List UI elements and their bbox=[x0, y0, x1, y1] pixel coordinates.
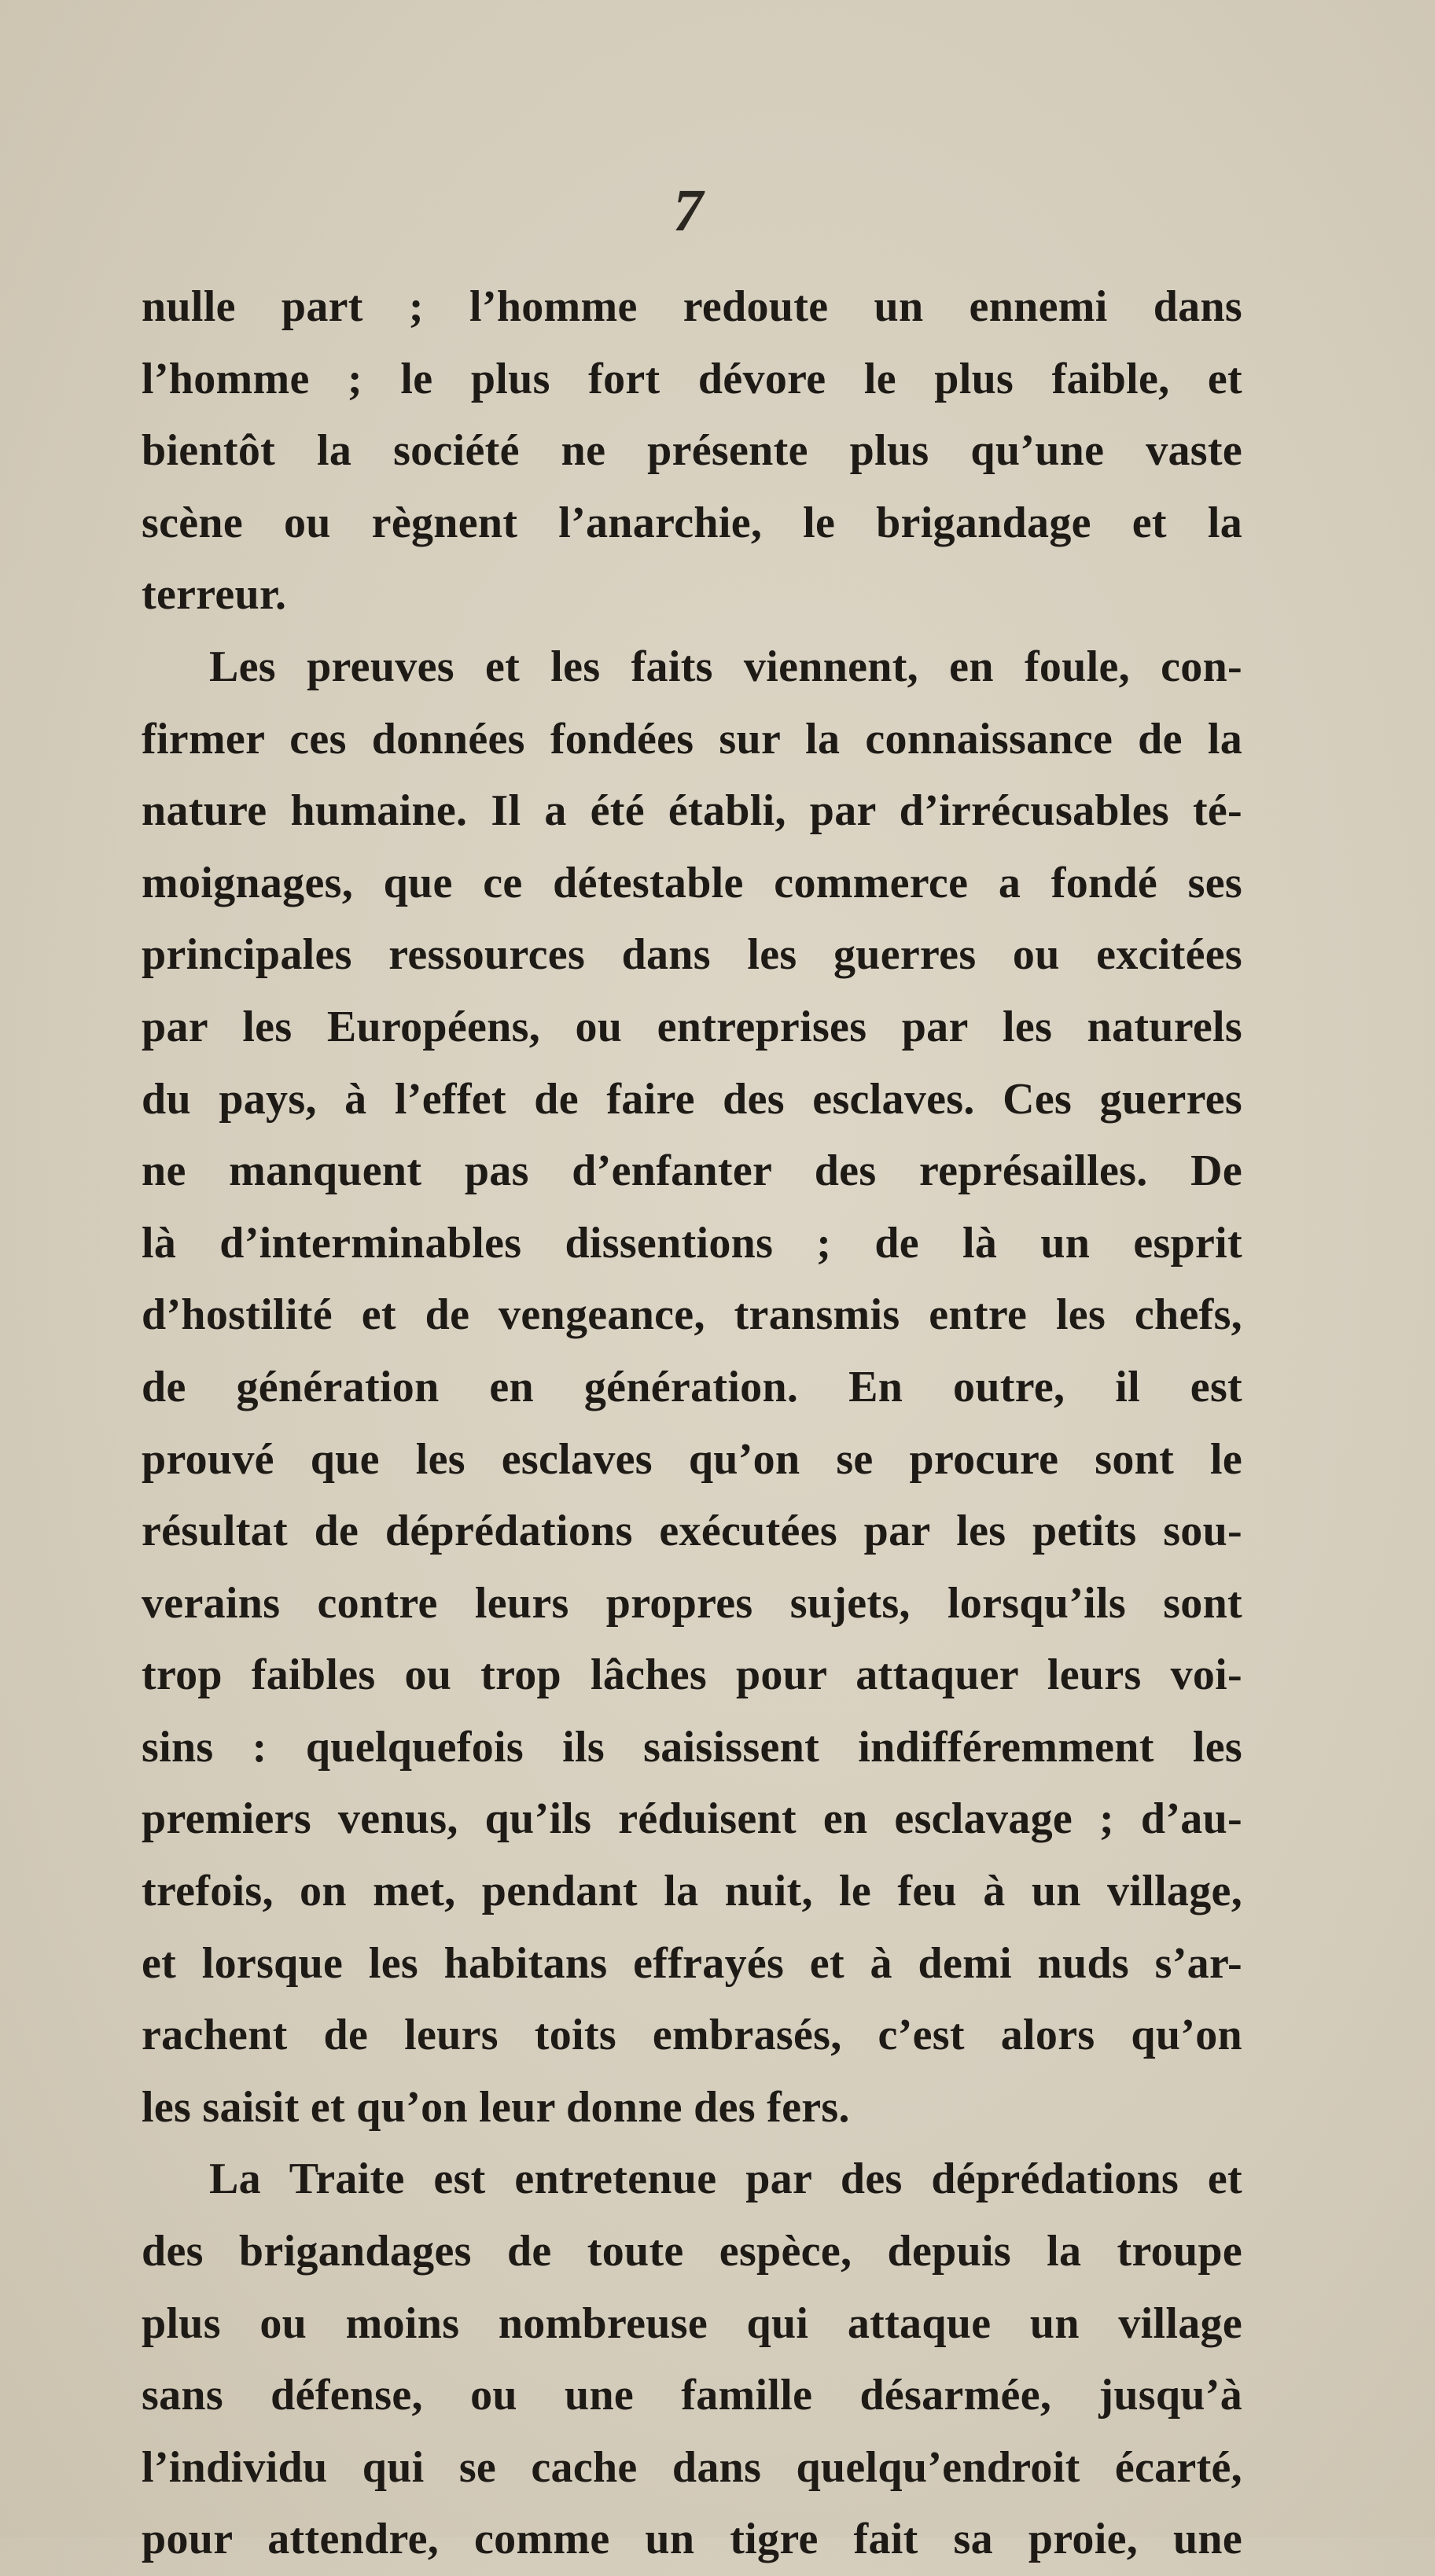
text-line: et lorsque les habitans effrayés et à demi nuds s’ar- bbox=[142, 1938, 1242, 1988]
paragraph-start-line: La Traite est entretenue par des déprédations et bbox=[209, 2155, 1242, 2204]
text-line: rachent de leurs toits embrasés, c’est alors qu’on bbox=[142, 2011, 1242, 2060]
text-line: trefois, on met, pendant la nuit, le feu à un village, bbox=[142, 1867, 1242, 1916]
paragraph-end-line: terreur. bbox=[142, 570, 287, 620]
text-line: là d’interminables dissentions ; de là un esprit bbox=[142, 1218, 1242, 1268]
text-line: l’homme ; le plus fort dévore le plus faible, et bbox=[142, 354, 1242, 403]
text-line: nature humaine. Il a été établi, par d’irrécusables té- bbox=[142, 786, 1242, 836]
text-line: sins : quelquefois ils saisissent indifféremment les bbox=[142, 1722, 1242, 1772]
text-line: des brigandages de toute espèce, depuis la troupe bbox=[142, 2227, 1242, 2276]
text-line: résultat de déprédations exécutées par les petits sou- bbox=[142, 1507, 1242, 1556]
paragraph-end-line: les saisit et qu’on leur donne des fers. bbox=[142, 2082, 850, 2132]
text-line: plus ou moins nombreuse qui attaque un village bbox=[142, 2298, 1242, 2348]
text-line: moignages, que ce détestable commerce a fondé ses bbox=[142, 858, 1242, 907]
text-line: bientôt la société ne présente plus qu’une vaste bbox=[142, 426, 1242, 476]
text-line: scène ou règnent l’anarchie, le brigandage et la bbox=[142, 498, 1242, 547]
paragraph-start-line: Les preuves et les faits viennent, en foule, con- bbox=[209, 642, 1242, 691]
text-line: verains contre leurs propres sujets, lorsqu’ils sont bbox=[142, 1578, 1242, 1628]
text-line: nulle part ; l’homme redoute un ennemi dans bbox=[142, 282, 1242, 331]
text-line: d’hostilité et de vengeance, transmis entre les chefs, bbox=[142, 1290, 1242, 1340]
text-line: du pays, à l’effet de faire des esclaves. Ces guerres bbox=[142, 1074, 1242, 1124]
page-number: 7 bbox=[673, 178, 703, 244]
text-line: firmer ces données fondées sur la connaissance de la bbox=[142, 714, 1242, 764]
body-text bbox=[142, 271, 1242, 2576]
text-line: de génération en génération. En outre, il est bbox=[142, 1362, 1242, 1411]
text-line: ne manquent pas d’enfanter des représailles. De bbox=[142, 1146, 1242, 1196]
text-line: sans défense, ou une famille désarmée, jusqu’à bbox=[142, 2371, 1242, 2420]
text-line: prouvé que les esclaves qu’on se procure sont le bbox=[142, 1434, 1242, 1484]
text-line: l’individu qui se cache dans quelqu’endroit écarté, bbox=[142, 2442, 1242, 2492]
text-line: par les Européens, ou entreprises par les naturels bbox=[142, 1002, 1242, 1051]
text-line: trop faibles ou trop lâches pour attaquer leurs voi- bbox=[142, 1650, 1242, 1700]
text-line: principales ressources dans les guerres ou excitées bbox=[142, 930, 1242, 980]
text-line: pour attendre, comme un tigre fait sa proie, une bbox=[142, 2515, 1242, 2564]
text-line: premiers venus, qu’ils réduisent en esclavage ; d’au- bbox=[142, 1794, 1242, 1844]
